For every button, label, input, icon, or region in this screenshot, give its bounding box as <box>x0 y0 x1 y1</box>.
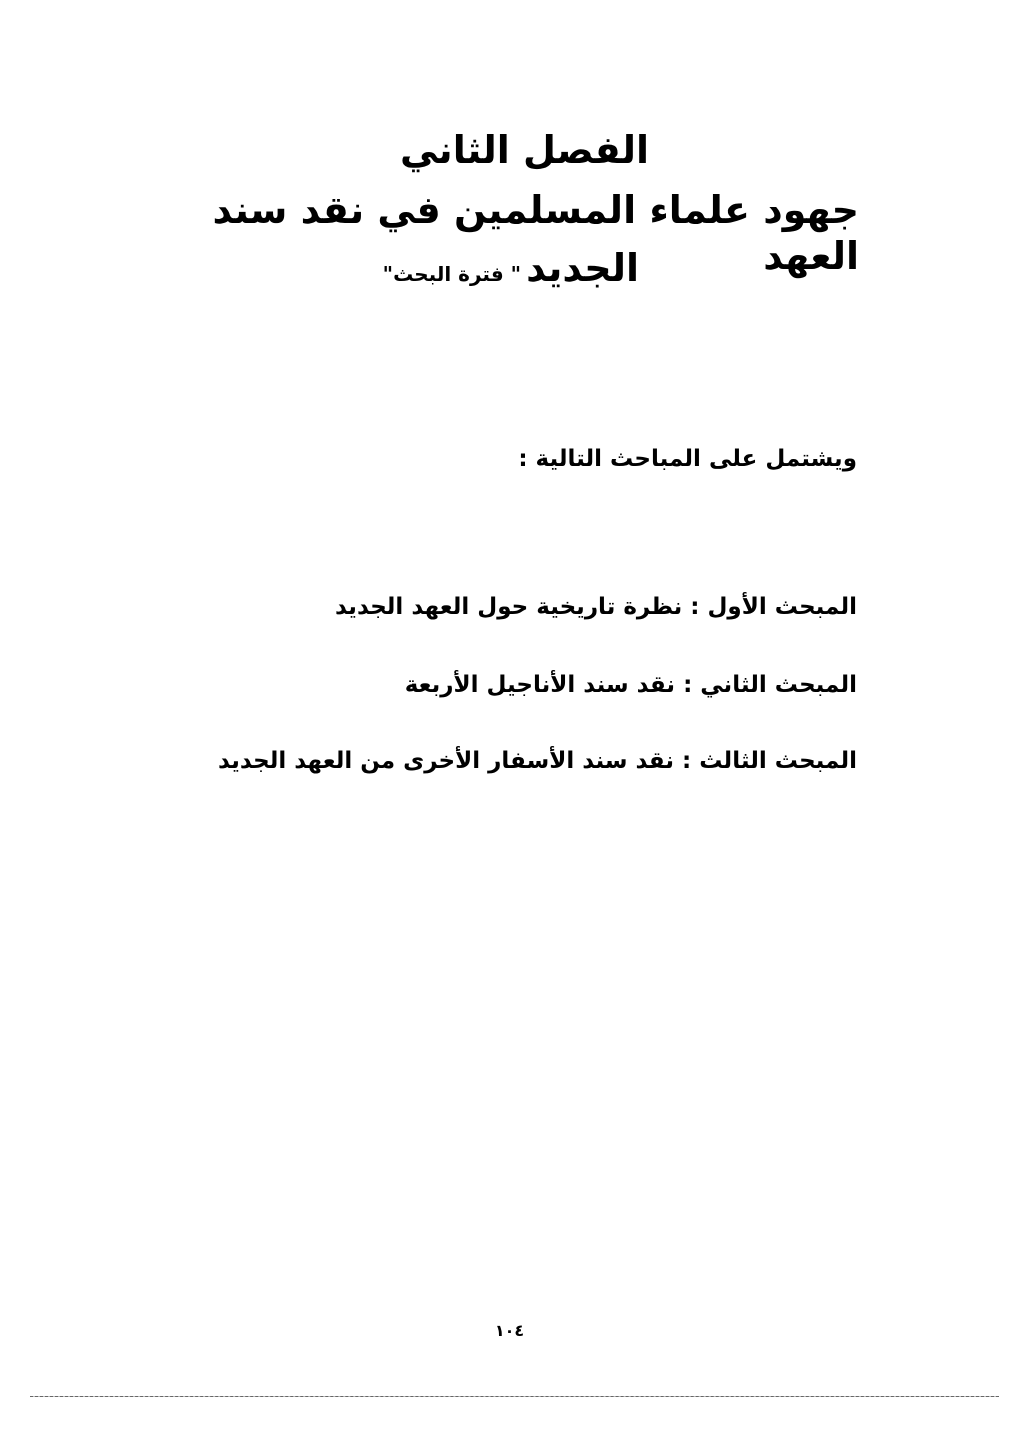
subtitle-period-note: " فترة البحث" <box>382 262 522 286</box>
section-item-2: المبحث الثاني : نقد سند الأناجيل الأربعة <box>404 672 857 698</box>
subtitle-continuation-word: الجديد <box>526 246 639 290</box>
footer-rule <box>30 1396 999 1397</box>
page-number: ١٠٤ <box>494 1321 525 1340</box>
sections-intro: ويشتمل على المباحث التالية : <box>518 446 857 472</box>
section-item-1: المبحث الأول : نظرة تاريخية حول العهد الجديد <box>335 594 857 620</box>
chapter-subtitle: جهود علماء المسلمين في نقد سند العهد <box>212 188 859 278</box>
section-item-3: المبحث الثالث : نقد سند الأسفار الأخرى من العهد الجديد <box>217 748 857 774</box>
chapter-title: الفصل الثاني <box>399 128 650 172</box>
chapter-subtitle-continuation <box>383 246 639 292</box>
